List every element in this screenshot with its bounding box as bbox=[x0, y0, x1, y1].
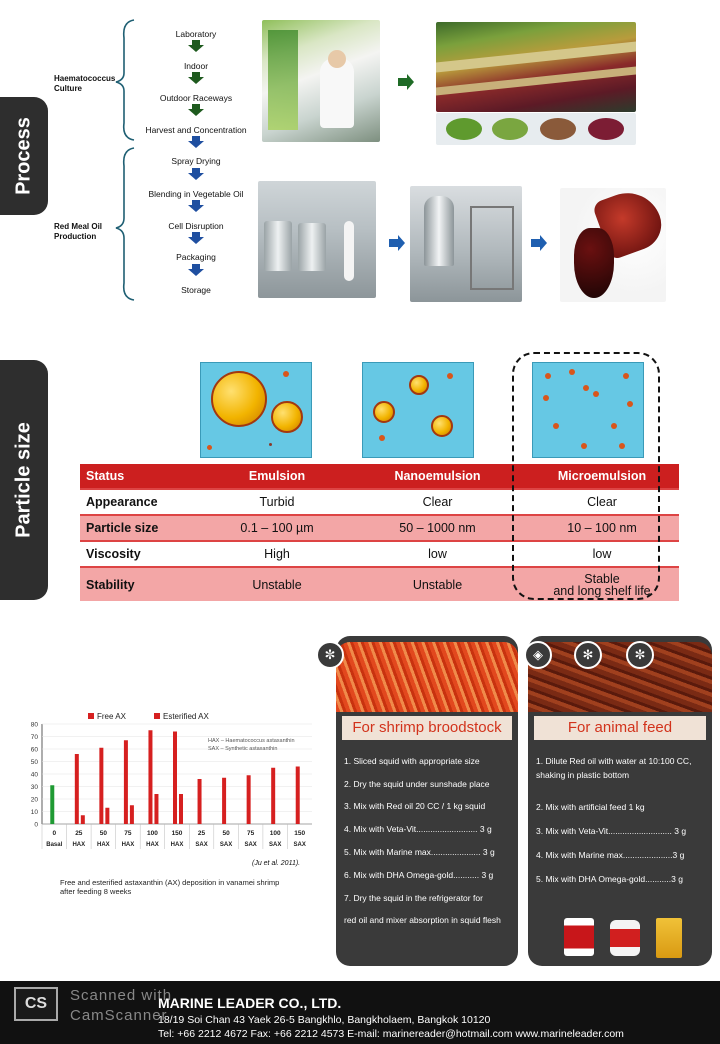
x-tick-label: 75 bbox=[124, 830, 132, 837]
crab-icon: ✻ bbox=[574, 641, 602, 669]
nanoemulsion-diagram bbox=[362, 362, 474, 458]
company-name: MARINE LEADER CO., LTD. bbox=[158, 995, 342, 1011]
footer bbox=[0, 981, 720, 1044]
bar-esterified-ax bbox=[247, 775, 251, 824]
bar-esterified-ax bbox=[124, 740, 128, 824]
cell: Unstable bbox=[412, 577, 463, 592]
legend-swatch bbox=[88, 713, 94, 719]
cell: 50 – 1000 nm bbox=[399, 521, 476, 535]
step-storage: Storage bbox=[181, 285, 211, 295]
list-item: 6. Mix with DHA Omega-gold........... 3 g bbox=[344, 870, 494, 880]
bar-esterified-ax bbox=[173, 732, 177, 825]
header-status: Status bbox=[86, 469, 125, 483]
x-group-label: HAX bbox=[170, 842, 184, 848]
bar-esterified-ax bbox=[296, 767, 300, 825]
cell: High bbox=[264, 547, 290, 561]
row-label: Particle size bbox=[86, 521, 159, 535]
cell: low bbox=[592, 547, 612, 561]
feed-panel bbox=[528, 636, 712, 966]
culture-dishes bbox=[436, 113, 636, 145]
red-oil-photo bbox=[560, 188, 666, 302]
bar-esterified-ax bbox=[148, 730, 152, 824]
arrow-down-icon bbox=[188, 168, 204, 180]
step-blending: Blending in Vegetable Oil bbox=[148, 189, 244, 199]
header-emulsion: Emulsion bbox=[248, 469, 306, 483]
step-indoor: Indoor bbox=[183, 61, 209, 71]
y-tick-label: 30 bbox=[30, 784, 38, 791]
x-group-label: SAX bbox=[293, 842, 306, 848]
x-group-label: HAX bbox=[146, 842, 159, 848]
microemulsion-highlight bbox=[512, 352, 660, 600]
legend-label: Esterified AX bbox=[163, 712, 209, 721]
cell: low bbox=[428, 547, 447, 561]
process-tab bbox=[0, 97, 48, 215]
flow-braces bbox=[112, 18, 142, 303]
flow-arrows bbox=[188, 38, 204, 298]
x-group-label: SAX bbox=[219, 842, 233, 848]
arrow-down-icon bbox=[188, 200, 204, 212]
x-group-label: SAX bbox=[195, 842, 208, 848]
chart-citation: (Ju et al. 2011). bbox=[252, 860, 301, 867]
x-group-label: SAX bbox=[244, 842, 257, 848]
list-item: 4. Mix with Marine max.....................3 g bbox=[536, 850, 685, 860]
x-tick-label: 0 bbox=[52, 830, 57, 837]
list-item: 2. Dry the squid under sunshade place bbox=[344, 779, 490, 789]
bar-esterified-ax-2 bbox=[179, 794, 183, 824]
emulsion-diagram bbox=[200, 362, 312, 458]
bar-esterified-ax-2 bbox=[105, 808, 109, 824]
shrimp-icon: ✼ bbox=[316, 641, 344, 669]
x-group-label: HAX bbox=[72, 842, 86, 848]
company-contact: Tel: +66 2212 4672 Fax: +66 2212 4573 E-mail: marinereader@hotmail.com www.marineleader.com bbox=[158, 1028, 624, 1040]
bar-esterified-ax bbox=[75, 754, 79, 824]
x-tick-label: 150 bbox=[294, 830, 306, 837]
list-item: 1. Dilute Red oil with water at 10:100 CC, bbox=[536, 756, 692, 766]
company-address: 18/19 Soi Chan 43 Yaek 26-5 Bangkhlo, Bangkholaem, Bangkok 10120 bbox=[158, 1014, 491, 1026]
product-jar-2 bbox=[610, 920, 640, 956]
x-group-label: HAX bbox=[97, 842, 110, 848]
x-group-label: SAX bbox=[269, 842, 282, 848]
x-tick-label: 50 bbox=[222, 830, 230, 837]
y-tick-label: 70 bbox=[30, 734, 38, 741]
list-item: shaking in plastic bottom bbox=[536, 770, 630, 780]
step-outdoor: Outdoor Raceways bbox=[159, 93, 233, 103]
cell: 0.1 – 100 µm bbox=[240, 521, 314, 535]
shrimp-photo bbox=[336, 642, 518, 712]
row-label: Viscosity bbox=[86, 547, 141, 561]
step-packaging: Packaging bbox=[176, 252, 216, 262]
y-tick-label: 0 bbox=[34, 821, 38, 829]
step-harvest: Harvest and Concentration bbox=[145, 125, 247, 135]
header-microemulsion: Microemulsion bbox=[557, 469, 647, 483]
bar-esterified-ax-2 bbox=[154, 794, 158, 824]
arrow-right-icon bbox=[397, 73, 415, 91]
cell: Clear bbox=[587, 495, 617, 509]
y-tick-label: 60 bbox=[30, 746, 38, 754]
process-tab-label: Process bbox=[12, 117, 35, 195]
astaxanthin-chart bbox=[18, 706, 318, 856]
shrimp-panel-title: For shrimp broodstock bbox=[342, 716, 512, 740]
x-group-label: HAX bbox=[121, 842, 135, 848]
particle-tab bbox=[0, 360, 48, 600]
watermark-line2: CamScanner bbox=[70, 1007, 168, 1024]
list-item: 1. Sliced squid with appropriate size bbox=[344, 756, 480, 766]
list-item: 5. Mix with DHA Omega-gold...........3 g bbox=[536, 874, 683, 884]
arrow-down-icon bbox=[188, 232, 204, 244]
row-label: Appearance bbox=[86, 495, 158, 509]
x-tick-label: 100 bbox=[269, 830, 281, 837]
step-spray: Spray Drying bbox=[171, 156, 221, 166]
x-tick-label: 75 bbox=[247, 830, 255, 837]
cell: Turbid bbox=[259, 495, 295, 509]
y-tick-label: 10 bbox=[30, 809, 38, 816]
tanks-photo bbox=[258, 181, 376, 298]
list-item: 5. Mix with Marine max..................... 3 g bbox=[344, 847, 495, 857]
product-bag bbox=[656, 918, 682, 958]
list-item: red oil and mixer absorption in squid flesh bbox=[344, 915, 501, 925]
bar-esterified-ax bbox=[99, 748, 103, 824]
header-nanoemulsion: Nanoemulsion bbox=[394, 469, 481, 483]
raceways-photo bbox=[436, 22, 636, 112]
chart-note: SAX – Synthetic astaxanthin bbox=[208, 746, 278, 752]
chart-note: HAX – Haematococcus astaxanthin bbox=[208, 738, 295, 744]
bar-esterified-ax bbox=[271, 768, 275, 824]
bar-esterified-ax-2 bbox=[81, 815, 85, 824]
cell-extra: and long shelf life bbox=[553, 583, 651, 598]
arrow-down-icon bbox=[188, 72, 204, 84]
cs-logo: CS bbox=[14, 987, 58, 1021]
arrow-right-icon bbox=[530, 235, 548, 251]
legend-swatch bbox=[154, 713, 160, 719]
chart-caption: Free and esterified astaxanthin (AX) deposition in vanamei shrimp after feeding 8 weeks bbox=[60, 878, 280, 896]
list-item: 3. Mix with Red oil 20 CC / 1 kg squid bbox=[344, 801, 486, 811]
fish-icon: ◈ bbox=[524, 641, 552, 669]
x-group-label: Basal bbox=[46, 842, 63, 848]
feed-panel-title: For animal feed bbox=[534, 716, 706, 740]
spray-dryer-photo bbox=[410, 186, 522, 302]
arrow-down-icon bbox=[188, 40, 204, 52]
shrimp-feed-icon: ✼ bbox=[626, 641, 654, 669]
x-tick-label: 25 bbox=[197, 830, 206, 837]
y-tick-label: 40 bbox=[30, 771, 38, 779]
watermark-line1: Scanned with bbox=[70, 987, 173, 1004]
product-jar-1 bbox=[564, 918, 594, 956]
arrow-down-icon bbox=[188, 136, 204, 148]
feed-pellets-photo bbox=[528, 642, 712, 712]
y-tick-label: 80 bbox=[30, 721, 38, 729]
x-tick-label: 25 bbox=[75, 830, 83, 837]
list-item: 7. Dry the squid in the refrigerator for bbox=[344, 893, 483, 903]
step-laboratory: Laboratory bbox=[175, 29, 217, 39]
cell: Clear bbox=[422, 495, 453, 509]
x-tick-label: 50 bbox=[99, 830, 107, 837]
list-item: 3. Mix with Veta-Vit........................... 3 g bbox=[536, 826, 687, 836]
bar-esterified-ax bbox=[198, 779, 202, 824]
y-tick-label: 50 bbox=[30, 759, 38, 766]
list-item: 4. Mix with Veta-Vit.......................... 3 g bbox=[344, 824, 492, 834]
cell: Unstable bbox=[252, 577, 302, 592]
y-tick-label: 20 bbox=[30, 796, 38, 804]
cell: Stable bbox=[584, 571, 620, 586]
bar-esterified-ax-2 bbox=[130, 805, 134, 824]
bar-free-ax bbox=[50, 785, 54, 824]
x-tick-label: 100 bbox=[147, 830, 158, 837]
arrow-down-icon bbox=[188, 104, 204, 116]
cell: 10 – 100 nm bbox=[567, 521, 637, 535]
particle-tab-label: Particle size bbox=[12, 422, 35, 538]
x-tick-label: 150 bbox=[171, 830, 183, 837]
arrow-down-icon bbox=[188, 264, 204, 276]
bar-esterified-ax bbox=[222, 778, 226, 824]
legend-label: Free AX bbox=[97, 712, 126, 721]
group2-label: Red Meal Oil Production bbox=[54, 222, 103, 241]
arrow-right-icon bbox=[388, 235, 406, 251]
group1-label: Haematococcus Culture bbox=[54, 74, 116, 93]
list-item: 2. Mix with artificial feed 1 kg bbox=[536, 802, 645, 812]
lab-photo bbox=[262, 20, 380, 142]
row-label: Stability bbox=[86, 577, 135, 592]
step-disruption: Cell Disruption bbox=[168, 221, 224, 231]
shrimp-panel bbox=[336, 636, 518, 966]
